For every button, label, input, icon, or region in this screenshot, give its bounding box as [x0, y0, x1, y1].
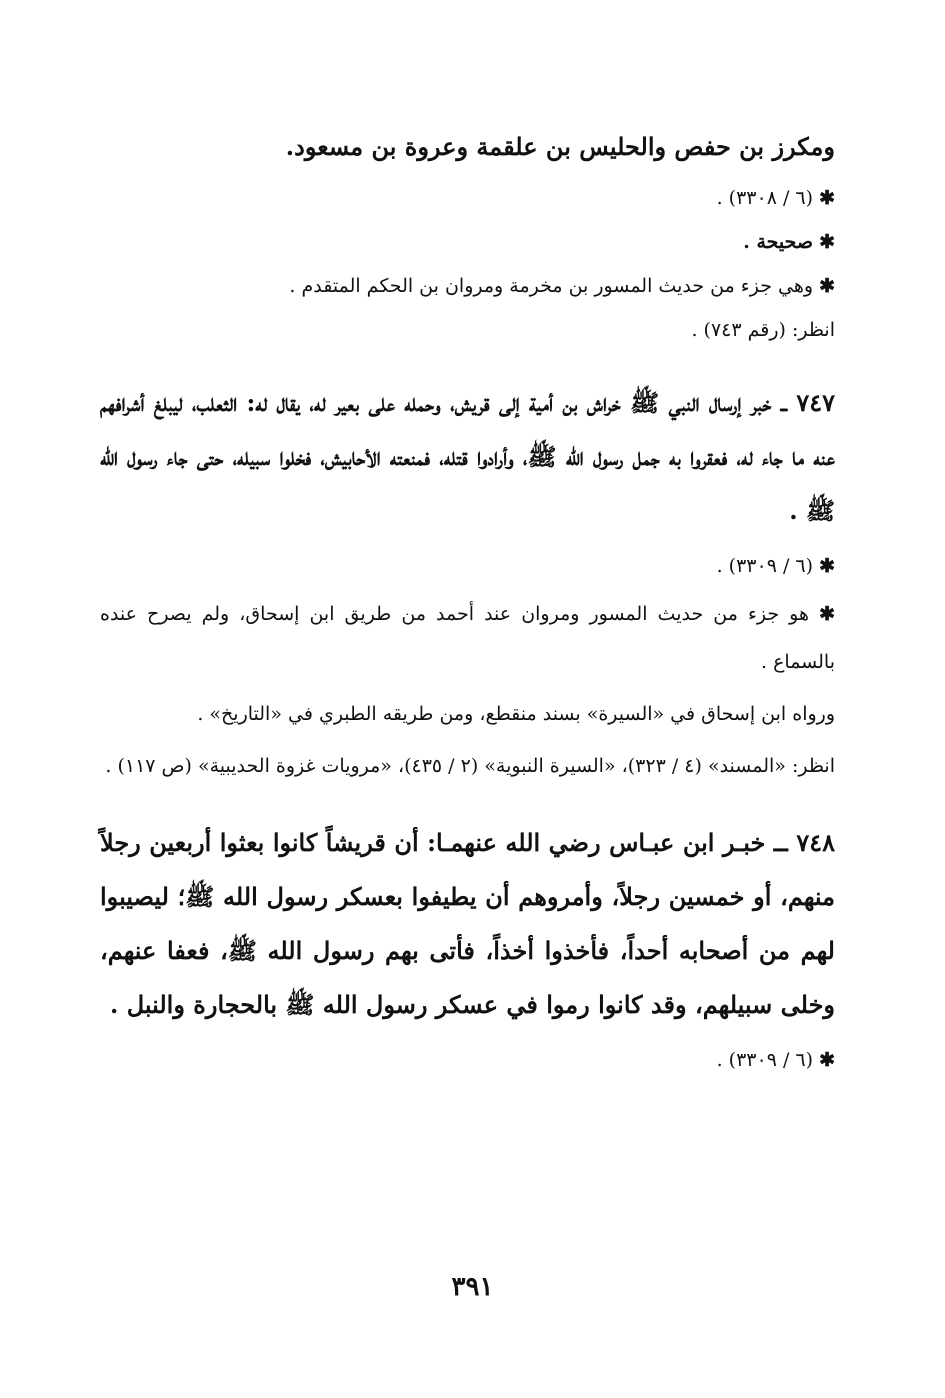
grade-text: صحيحة . — [743, 231, 814, 253]
hadith-748-ref — [100, 1040, 835, 1080]
hadith-747 — [100, 376, 835, 790]
hadith-748-text: ٧٤٨ ــ خبـر ابن عبـاس رضي الله عنهمـا: أن قريشاً كانوا بعثوا أربعين رجلاً منهم، أو خمسين رجلاً، وأمروهم أن يطيفوا بعسكر رسول الله ﷺ؛ ليصيبوا لهم من أصحابه أحداً، فأخذوا أخذاً، فأتى بهم رسول الله ﷺ، فعفا عنهم، وخلى سبيلهم، وقد كانوا رموا في عسكر رسول الله ﷺ بالحجارة والنبل . — [100, 828, 835, 1019]
note-line — [100, 266, 835, 306]
note1-text: هو جزء من حديث المسور ومروان عند أحمد من طريق ابن إسحاق، ولم يصرح عنده بالسماع . — [100, 603, 835, 673]
ref-text: (٦ / ٣٣٠٩) . — [716, 555, 814, 577]
bullet-icon: ✱ — [819, 603, 835, 625]
bullet-icon: ✱ — [819, 275, 835, 297]
note-text: وهي جزء من حديث المسور بن مخرمة ومروان بن الحكم المتقدم . — [289, 275, 814, 297]
hadith-747-note2: ورواه ابن إسحاق في «السيرة» بسند منقطع، ومن طريقه الطبري في «التاريخ» . — [197, 703, 835, 725]
bullet-icon: ✱ — [819, 231, 835, 253]
top-block — [100, 120, 835, 350]
page-body — [100, 120, 835, 1080]
hadith-747-see: انظر: «المسند» (٤ / ٣٢٣)، «السيرة النبوية» (٢ / ٤٣٥)، «مرويات غزوة الحديبية» (ص ١١٧) . — [105, 755, 835, 777]
hadith-747-note1 — [100, 590, 835, 686]
hadith-747-text: ٧٤٧ ــ خبر إرسال النبي ﷺ خراش بن أمية إلى قريش، وحمله على بعير له، يقال له: الثعلب، ليبلغ أشرافهم عنه ما جاء له، فعقروا به جمل رسول الله ﷺ، وأرادوا قتله، فمنعته الأحابيش، فخلوا سبيله، حتى جاء رسول الله ﷺ . — [100, 388, 835, 525]
hadith-747-ref — [100, 546, 835, 586]
grade-line — [100, 222, 835, 262]
ref-text: (٦ / ٣٣٠٨) . — [716, 187, 814, 209]
page-number: ٣٩١ — [451, 1272, 494, 1302]
bullet-icon: ✱ — [819, 187, 835, 209]
continuation-text: ومكرز بن حفص والحليس بن علقمة وعروة بن مسعود. — [285, 132, 835, 161]
ref-text: (٦ / ٣٣٠٩) . — [716, 1049, 814, 1071]
bullet-icon: ✱ — [819, 1049, 835, 1071]
bullet-icon: ✱ — [819, 555, 835, 577]
ref-line — [100, 178, 835, 218]
hadith-748 — [100, 816, 835, 1080]
see-line: انظر: (رقم ٧٤٣) . — [691, 319, 835, 341]
